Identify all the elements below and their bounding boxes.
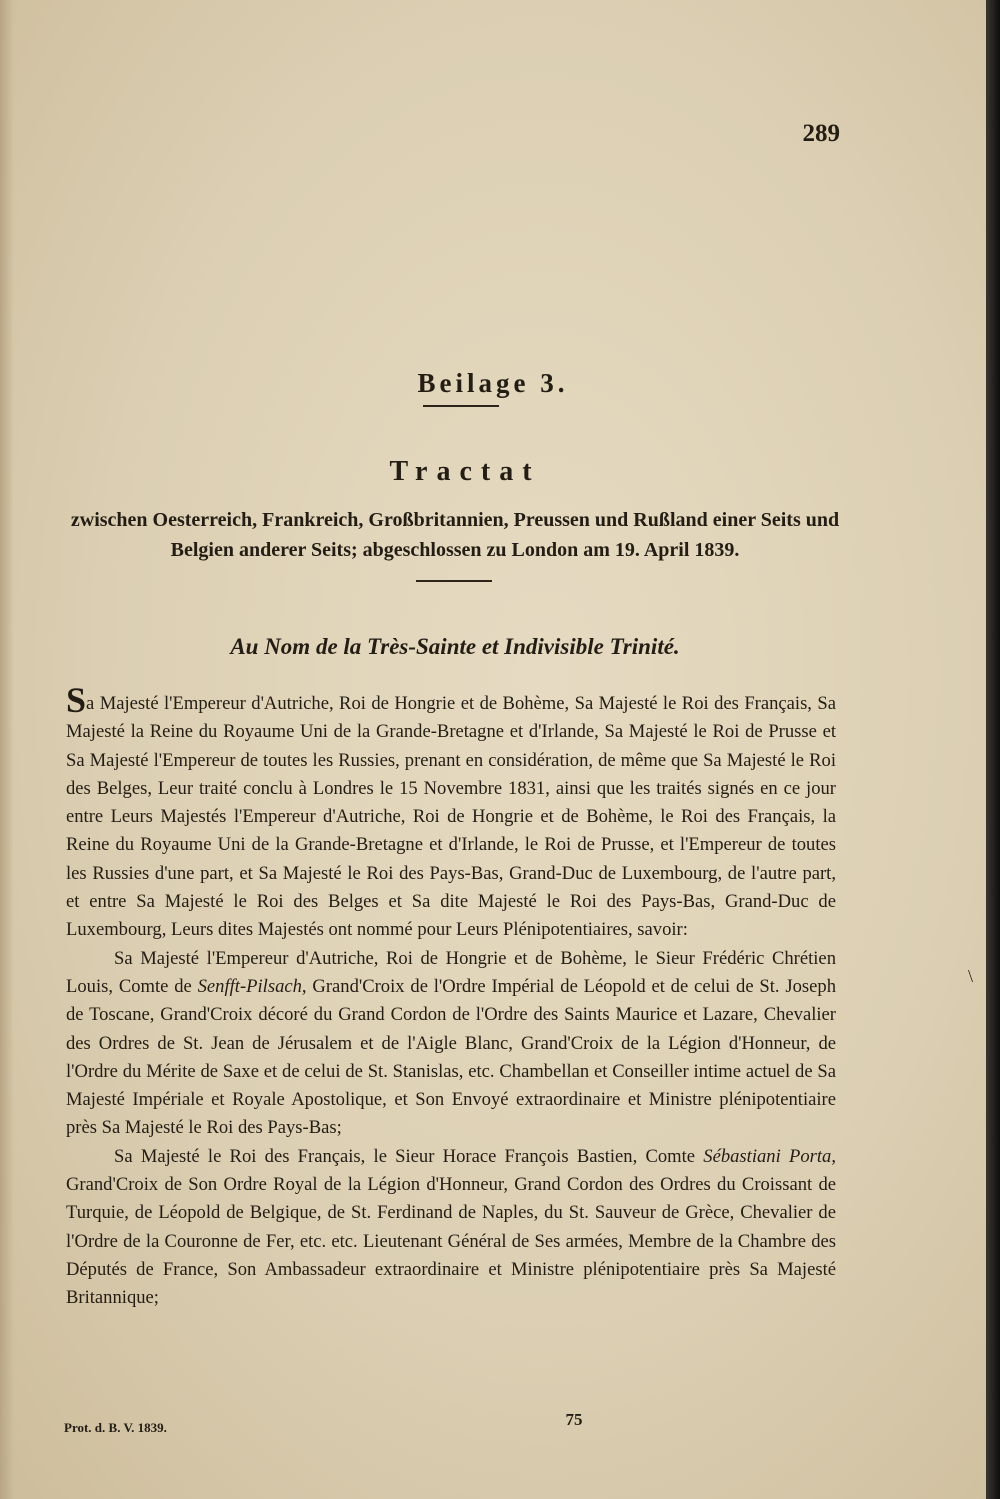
paragraph-france-plenipotentiary — [66, 1143, 836, 1313]
france-text-start: Sa Majesté le Roi des Français, le Sieur Horace François Bastien, Comte — [114, 1145, 704, 1167]
footer-reference: Prot. d. B. V. 1839. — [64, 1420, 167, 1435]
initial-letter: S — [66, 680, 87, 720]
signature-mark: 75 — [565, 1410, 583, 1429]
austria-envoy-name: Senfft-Pilsach — [197, 975, 302, 997]
page-number: 289 — [802, 120, 840, 147]
preamble-text: a Majesté l'Empereur d'Autriche, Roi de Hongrie et de Bohème, Sa Majesté le Roi des Français, Sa Majesté la Reine du Royaume Uni de la Grande-Bretagne et d'Irlande, Sa Majesté le Roi de Prusse et Sa Majesté l'Empereur de toutes les Russies, prenant en considération, de même que Sa Majesté le Roi des Belges, Leur traité conclu à Londres le 15 Novembre 1831, ainsi que les traités signés en ce jour entre Leurs Majestés l'Empereur d'Autriche, Roi de Hongrie et de Bohème, le Roi des Français, la Reine du Royaume Uni de la Grande-Bretagne et d'Irlande, le Roi de Prusse, et l'Empereur de toutes les Russies d'une part, et Sa Majesté le Roi des Pays-Bas, Grand-Duc de Luxembourg, de l'autre part, et entre Sa Majesté le Roi des Belges et Sa dite Majesté le Roi des Pays-Bas, Grand-Duc de Luxembourg, Leurs dites Majestés ont nommé pour Leurs Plénipotentiaires, savoir: — [66, 693, 836, 941]
section-heading: Beilage 3. — [417, 368, 569, 398]
document-subtitle: zwischen Oesterreich, Frankreich, Großbritannien, Preussen und Rußland einer Seits und Belgien anderer Seits; abgeschlossen zu London am 19. April 1839. — [70, 509, 840, 561]
france-envoy-name: Sébastiani Porta — [703, 1145, 832, 1167]
page-edge — [986, 0, 1000, 1499]
paragraph-austria-plenipotentiary — [66, 945, 836, 1143]
austria-text-end: , Grand'Croix de l'Ordre Impérial de Léopold et de celui de St. Joseph de Toscane, Grand'Croix décoré du Grand Cordon de l'Ordre des Saints Maurice et Lazare, Chevalier des Ordres de St. Jean de Jérusalem et de l'Aigle Blanc, Grand'Croix de la Légion d'Honneur, de l'Ordre du Mérite de Saxe et de celui de St. Stanislas, etc. Chambellan et Conseiller intime actuel de Sa Majesté Impériale et Royale Apostolique, et Son Envoyé extraordinaire et Ministre plénipotentiaire près Sa Majesté le Roi des Pays-Bas; — [66, 975, 836, 1139]
france-text-end: , Grand'Croix de Son Ordre Royal de la Légion d'Honneur, Grand Cordon des Ordres du Croissant de Turquie, de Léopold de Belgique, de St. Ferdinand de Naples, du St. Sauveur de Grèce, Chevalier de l'Ordre de la Couronne de Fer, etc. etc. Lieutenant Général de Ses armées, Membre de la Chambre des Députés de France, Son Ambassadeur extraordinaire et Ministre plénipotentiaire près Sa Majesté Britannique; — [66, 1145, 836, 1309]
invocation-line: Au Nom de la Très-Sainte et Indivisible Trinité. — [230, 634, 680, 659]
binding-shadow — [0, 0, 14, 1499]
austria-text-start: Sa Majesté l'Empereur d'Autriche, Roi de Hongrie et de Bohème, le Sieur Frédéric Chrétien Louis, Comte de — [66, 947, 836, 997]
subtitle-divider — [416, 580, 492, 582]
heading-divider — [423, 405, 499, 407]
margin-mark: \ — [968, 966, 974, 986]
document-title: Tractat — [389, 456, 541, 487]
treaty-text — [66, 680, 836, 1313]
paragraph-preamble — [66, 680, 836, 945]
